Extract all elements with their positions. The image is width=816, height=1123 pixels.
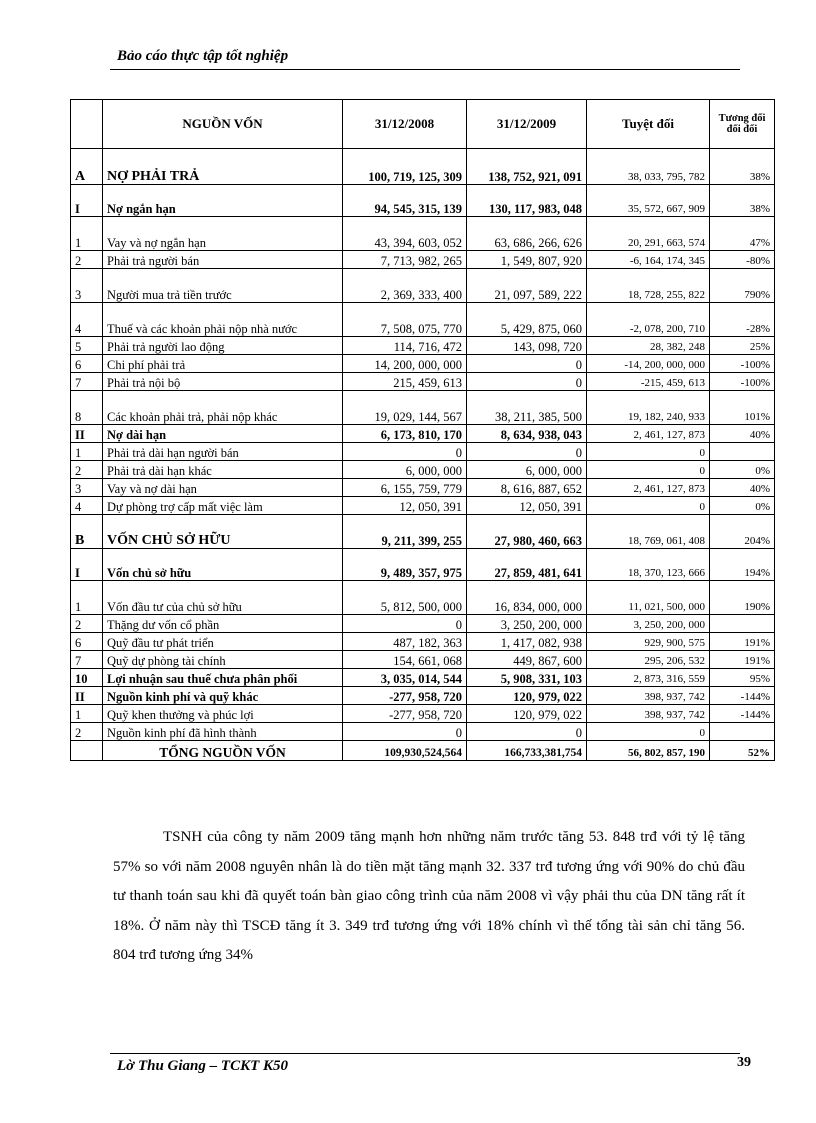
row-relative-change: [710, 723, 775, 741]
row-value-2009: 21, 097, 589, 222: [467, 269, 587, 303]
table-row: [71, 723, 775, 741]
table-row: [71, 391, 775, 425]
row-name: Chi phí phải trả: [103, 355, 343, 373]
row-value-2008: 12, 050, 391: [343, 497, 467, 515]
row-name: Dự phòng trợ cấp mất việc làm: [103, 497, 343, 515]
table-row: [71, 497, 775, 515]
row-code: I: [71, 549, 103, 581]
header-code: [71, 100, 103, 149]
row-value-2009: 27, 980, 460, 663: [467, 515, 587, 549]
table-row: [71, 269, 775, 303]
row-value-2009: 3, 250, 200, 000: [467, 615, 587, 633]
row-relative-change: 191%: [710, 651, 775, 669]
total-value-2009: 166,733,381,754: [467, 741, 587, 761]
row-value-2008: -277, 958, 720: [343, 705, 467, 723]
row-code: 5: [71, 337, 103, 355]
row-name: Quỹ đầu tư phát triển: [103, 633, 343, 651]
row-name: Nợ ngắn hạn: [103, 185, 343, 217]
row-value-2008: 5, 812, 500, 000: [343, 581, 467, 615]
page-number: 39: [737, 1055, 751, 1070]
row-absolute-change: 2, 873, 316, 559: [587, 669, 710, 687]
row-relative-change: 0%: [710, 497, 775, 515]
row-absolute-change: 11, 021, 500, 000: [587, 581, 710, 615]
row-relative-change: 101%: [710, 391, 775, 425]
row-relative-change: 194%: [710, 549, 775, 581]
header-relative: Tương đối đối đối: [710, 100, 775, 149]
row-relative-change: 40%: [710, 479, 775, 497]
row-code: II: [71, 687, 103, 705]
total-value-2008: 109,930,524,564: [343, 741, 467, 761]
row-absolute-change: 38, 033, 795, 782: [587, 149, 710, 185]
row-value-2008: 114, 716, 472: [343, 337, 467, 355]
table-row: [71, 515, 775, 549]
row-value-2008: 14, 200, 000, 000: [343, 355, 467, 373]
row-relative-change: -100%: [710, 355, 775, 373]
row-value-2008: 7, 713, 982, 265: [343, 251, 467, 269]
table-row: [71, 651, 775, 669]
row-name: Nợ dài hạn: [103, 425, 343, 443]
table-row: [71, 337, 775, 355]
table-row: [71, 479, 775, 497]
row-value-2009: 1, 417, 082, 938: [467, 633, 587, 651]
row-value-2009: 0: [467, 355, 587, 373]
row-name: Phải trả người lao động: [103, 337, 343, 355]
table-row: [71, 443, 775, 461]
row-name: VỐN CHỦ SỞ HỮU: [103, 515, 343, 549]
row-value-2009: 5, 429, 875, 060: [467, 303, 587, 337]
row-absolute-change: 0: [587, 497, 710, 515]
row-absolute-change: -14, 200, 000, 000: [587, 355, 710, 373]
row-relative-change: 191%: [710, 633, 775, 651]
row-value-2009: 5, 908, 331, 103: [467, 669, 587, 687]
row-value-2008: 0: [343, 615, 467, 633]
row-code: 3: [71, 269, 103, 303]
row-absolute-change: 0: [587, 443, 710, 461]
row-code: 1: [71, 581, 103, 615]
row-absolute-change: -6, 164, 174, 345: [587, 251, 710, 269]
row-relative-change: -80%: [710, 251, 775, 269]
row-value-2008: 7, 508, 075, 770: [343, 303, 467, 337]
row-name: Phải trả nội bộ: [103, 373, 343, 391]
row-name: Vay và nợ ngắn hạn: [103, 217, 343, 251]
table-row: [71, 303, 775, 337]
row-relative-change: -144%: [710, 705, 775, 723]
table-row: [71, 185, 775, 217]
table-row: [71, 373, 775, 391]
row-name: Vốn chủ sở hữu: [103, 549, 343, 581]
row-value-2009: 27, 859, 481, 641: [467, 549, 587, 581]
header-2009: 31/12/2009: [467, 100, 587, 149]
row-relative-change: 47%: [710, 217, 775, 251]
row-name: Người mua trả tiền trước: [103, 269, 343, 303]
row-value-2008: 154, 661, 068: [343, 651, 467, 669]
row-value-2009: 16, 834, 000, 000: [467, 581, 587, 615]
row-code: II: [71, 425, 103, 443]
total-row: [71, 741, 775, 761]
row-value-2009: 0: [467, 723, 587, 741]
row-relative-change: -100%: [710, 373, 775, 391]
analysis-paragraph: TSNH của công ty năm 2009 tăng mạnh hơn những năm trước tăng 53. 848 trđ với tỷ lệ tăng 57% so với năm 2008 nguyên nhân là do tiền mặt tăng mạnh 32. 337 trđ tương ứng với 90% do chủ đầu tư thanh toán sau khi đã quyết toán bàn giao công trình của năm 2008 vì vậy phải thu của DN tăng rất ít 18%. Ở năm này thì TSCĐ tăng ít 3. 349 trđ tương ứng với 18% chính vì thế tổng tài sản chỉ tăng 56. 804 trđ tương ứng 34%: [113, 829, 745, 963]
row-relative-change: [710, 615, 775, 633]
row-name: Phải trả dài hạn khác: [103, 461, 343, 479]
total-code: [71, 741, 103, 761]
row-absolute-change: 0: [587, 461, 710, 479]
row-absolute-change: 929, 900, 575: [587, 633, 710, 651]
row-relative-change: -28%: [710, 303, 775, 337]
row-value-2009: 38, 211, 385, 500: [467, 391, 587, 425]
table-row: [71, 581, 775, 615]
row-absolute-change: 28, 382, 248: [587, 337, 710, 355]
row-name: Quỹ khen thưởng và phúc lợi: [103, 705, 343, 723]
row-name: Thuế và các khoản phải nộp nhà nước: [103, 303, 343, 337]
row-code: 4: [71, 303, 103, 337]
row-name: Phải trả dài hạn người bán: [103, 443, 343, 461]
table-row: [71, 633, 775, 651]
author-name: Lờ Thu Giang – TCKT K50: [117, 1058, 288, 1074]
total-absolute-change: 56, 802, 857, 190: [587, 741, 710, 761]
row-relative-change: 204%: [710, 515, 775, 549]
row-value-2008: 215, 459, 613: [343, 373, 467, 391]
row-value-2008: 19, 029, 144, 567: [343, 391, 467, 425]
row-code: 6: [71, 633, 103, 651]
table-row: [71, 355, 775, 373]
header-absolute: Tuyệt đối: [587, 100, 710, 149]
row-code: 6: [71, 355, 103, 373]
row-absolute-change: 18, 728, 255, 822: [587, 269, 710, 303]
row-code: 2: [71, 723, 103, 741]
footer-divider: [110, 1053, 740, 1054]
table-header-row: [71, 100, 775, 149]
header-source: NGUỒN VỐN: [103, 100, 343, 149]
table-row: [71, 461, 775, 479]
report-title: Bảo cáo thực tập tốt nghiệp: [117, 48, 289, 64]
row-absolute-change: 19, 182, 240, 933: [587, 391, 710, 425]
row-name: Vay và nợ dài hạn: [103, 479, 343, 497]
row-value-2009: 63, 686, 266, 626: [467, 217, 587, 251]
row-absolute-change: 0: [587, 723, 710, 741]
row-absolute-change: 3, 250, 200, 000: [587, 615, 710, 633]
table-row: [71, 687, 775, 705]
row-value-2008: 43, 394, 603, 052: [343, 217, 467, 251]
header-divider: [110, 69, 740, 70]
row-relative-change: 25%: [710, 337, 775, 355]
row-code: 7: [71, 651, 103, 669]
row-relative-change: [710, 443, 775, 461]
row-value-2008: -277, 958, 720: [343, 687, 467, 705]
row-code: 3: [71, 479, 103, 497]
row-value-2008: 6, 173, 810, 170: [343, 425, 467, 443]
row-code: 8: [71, 391, 103, 425]
row-code: I: [71, 185, 103, 217]
row-code: 1: [71, 705, 103, 723]
table-row: [71, 217, 775, 251]
table-row: [71, 549, 775, 581]
row-value-2008: 100, 719, 125, 309: [343, 149, 467, 185]
row-absolute-change: 398, 937, 742: [587, 687, 710, 705]
capital-sources-table: [70, 99, 775, 761]
row-code: 7: [71, 373, 103, 391]
row-code: 2: [71, 615, 103, 633]
row-value-2008: 0: [343, 723, 467, 741]
row-value-2008: 6, 155, 759, 779: [343, 479, 467, 497]
row-value-2009: 1, 549, 807, 920: [467, 251, 587, 269]
row-value-2008: 9, 489, 357, 975: [343, 549, 467, 581]
row-name: Nguồn kinh phí đã hình thành: [103, 723, 343, 741]
row-absolute-change: 398, 937, 742: [587, 705, 710, 723]
row-code: 4: [71, 497, 103, 515]
row-absolute-change: 2, 461, 127, 873: [587, 425, 710, 443]
row-code: B: [71, 515, 103, 549]
row-code: A: [71, 149, 103, 185]
row-absolute-change: 295, 206, 532: [587, 651, 710, 669]
total-relative-change: 52%: [710, 741, 775, 761]
row-absolute-change: 2, 461, 127, 873: [587, 479, 710, 497]
row-name: Vốn đầu tư của chủ sở hữu: [103, 581, 343, 615]
row-relative-change: 40%: [710, 425, 775, 443]
row-value-2009: 8, 634, 938, 043: [467, 425, 587, 443]
row-code: 10: [71, 669, 103, 687]
table-row: [71, 251, 775, 269]
table-row: [71, 615, 775, 633]
row-value-2009: 0: [467, 443, 587, 461]
row-relative-change: 95%: [710, 669, 775, 687]
row-relative-change: 38%: [710, 185, 775, 217]
table-row: [71, 669, 775, 687]
table-row: [71, 425, 775, 443]
row-value-2008: 487, 182, 363: [343, 633, 467, 651]
row-relative-change: 790%: [710, 269, 775, 303]
row-value-2009: 143, 098, 720: [467, 337, 587, 355]
row-code: 2: [71, 461, 103, 479]
row-relative-change: 190%: [710, 581, 775, 615]
row-relative-change: -144%: [710, 687, 775, 705]
row-name: Thặng dư vốn cổ phần: [103, 615, 343, 633]
row-name: Các khoản phải trả, phải nộp khác: [103, 391, 343, 425]
row-absolute-change: 20, 291, 663, 574: [587, 217, 710, 251]
row-name: Lợi nhuận sau thuế chưa phân phối: [103, 669, 343, 687]
row-relative-change: 38%: [710, 149, 775, 185]
header-2008: 31/12/2008: [343, 100, 467, 149]
row-value-2008: 3, 035, 014, 544: [343, 669, 467, 687]
total-label: TỔNG NGUỒN VỐN: [103, 741, 343, 761]
row-value-2008: 0: [343, 443, 467, 461]
row-relative-change: 0%: [710, 461, 775, 479]
row-absolute-change: 18, 370, 123, 666: [587, 549, 710, 581]
row-value-2009: 138, 752, 921, 091: [467, 149, 587, 185]
row-value-2009: 12, 050, 391: [467, 497, 587, 515]
row-name: NỢ PHẢI TRẢ: [103, 149, 343, 185]
row-absolute-change: 18, 769, 061, 408: [587, 515, 710, 549]
table-row: [71, 705, 775, 723]
row-absolute-change: -215, 459, 613: [587, 373, 710, 391]
row-value-2009: 6, 000, 000: [467, 461, 587, 479]
row-name: Quỹ dự phòng tài chính: [103, 651, 343, 669]
row-value-2009: 449, 867, 600: [467, 651, 587, 669]
row-code: 1: [71, 443, 103, 461]
row-absolute-change: 35, 572, 667, 909: [587, 185, 710, 217]
row-value-2009: 130, 117, 983, 048: [467, 185, 587, 217]
row-value-2009: 0: [467, 373, 587, 391]
row-code: 1: [71, 217, 103, 251]
row-value-2008: 6, 000, 000: [343, 461, 467, 479]
row-value-2008: 2, 369, 333, 400: [343, 269, 467, 303]
row-name: Nguồn kinh phí và quỹ khác: [103, 687, 343, 705]
row-absolute-change: -2, 078, 200, 710: [587, 303, 710, 337]
row-value-2009: 8, 616, 887, 652: [467, 479, 587, 497]
row-value-2008: 9, 211, 399, 255: [343, 515, 467, 549]
row-value-2009: 120, 979, 022: [467, 687, 587, 705]
row-code: 2: [71, 251, 103, 269]
row-value-2008: 94, 545, 315, 139: [343, 185, 467, 217]
row-value-2009: 120, 979, 022: [467, 705, 587, 723]
table-row: [71, 149, 775, 185]
row-name: Phải trả người bán: [103, 251, 343, 269]
